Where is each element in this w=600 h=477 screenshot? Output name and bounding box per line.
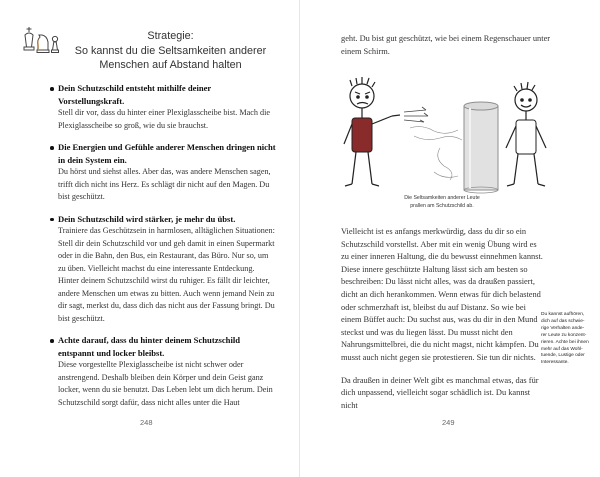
- page-number: 248: [140, 418, 153, 427]
- heading-line: So kannst du die Seltsamkeiten anderer: [74, 44, 267, 57]
- heading-line: Menschen auf Abstand halten: [99, 59, 242, 71]
- right-figure-shirt: [516, 120, 536, 154]
- caption-line: prallen am Schutzschild ab.: [410, 203, 474, 209]
- body-text: [341, 226, 546, 422]
- scribble-lines: [410, 127, 462, 180]
- strategy-heading: [68, 29, 273, 73]
- page-number: 249: [442, 418, 455, 427]
- bullet-body: Du hörst und siehst alles. Aber das, was andere Menschen sagen, trifft dich nicht ins Herz. Es schlägt dir nicht auf den Magen. Du bist geschützt.: [58, 167, 271, 201]
- bullet-title: Dein Schutzschild entsteht mithilfe deiner Vorstellungskraft.: [58, 83, 212, 106]
- margin-note-line: dich auf das schwie-: [541, 318, 585, 324]
- bullet-item: [58, 334, 276, 409]
- bullet-body: Diese vorgestellte Plexiglasscheibe ist nicht schwer oder anstrengend. Deshalb bleiben dein Körper und dein Geist ganz locker, wenn du sie benutzt. Das Leben lebt um dich herum. Dein Schutzschild sorgt dafür, dass nicht alles unter die Haut: [58, 360, 273, 407]
- caption-line: Die Seltsamkeiten anderer Leute: [404, 195, 480, 201]
- bullet-item: [58, 82, 276, 132]
- bullet-body: Stell dir vor, dass du hinter einer Plexiglasscheibe bist. Mach die Plexiglasscheibe so groß, wie du sie brauchst.: [58, 108, 271, 130]
- paragraph: Da draußen in deiner Welt gibt es manchmal etwas, das für dich unpassend, vielleicht sogar schädlich ist. Du kannst nicht: [341, 375, 539, 410]
- margin-note-line: rer Leute zu konzent-: [541, 332, 587, 338]
- bullet-item: [58, 141, 276, 204]
- continued-text: geht. Du bist gut geschützt, wie bei einem Regenschauer unter einem Schirm.: [341, 34, 551, 56]
- margin-note-line: Interessante.: [541, 360, 569, 366]
- illustration-caption: [392, 194, 492, 210]
- bullet-title: Dein Schutzschild wird stärker, je mehr du übst.: [58, 213, 236, 224]
- margin-note-line: rige Verhalten ande-: [541, 325, 585, 331]
- bullet-body: Trainiere das Geschützsein in harmlosen, alltäglichen Situationen: Stell dir dein Schutzschild vor und geh damit in einen Supermarkt oder in die Bahn, den Bus, ein Restaurant, das Büro. Nur so, um zu üben. Vielleicht machst du eine interessante Entdeckung. Hinter deinem Schutzschild wirst du ruhiger. Es fällt dir leichter, andere Menschen um etwas zu bitten. Auch wenn jemand Nein zu dir sagt, merkst du, dass dich das nicht aus der Fassung bringt. Du bist geschützt.: [58, 226, 275, 323]
- margin-note: [541, 312, 599, 367]
- margin-note-line: rieren. Achte bei ihnen: [541, 339, 589, 345]
- bullet-item: [58, 213, 276, 326]
- heading-line: Strategie:: [147, 30, 194, 42]
- left-figure-shirt: [352, 118, 372, 152]
- arrow-strokes: [404, 107, 428, 122]
- margin-note-line: Du kannst aufhören,: [541, 312, 585, 317]
- shield-illustration: [330, 76, 558, 194]
- bullet-title: Die Energien und Gefühle anderer Menschen dringen nicht in dein System ein.: [58, 142, 276, 165]
- chess-pieces-icon: [22, 26, 60, 54]
- paragraph: Vielleicht ist es anfangs merkwürdig, dass du dir so ein Schutzschild vorstellst. Aber mit ein wenig Übung wird es zu einer inneren Haltung, die du bewusst einnehmen kannst. Diese innere geschützte Haltung lässt sich am besten so beschreiben: Du lässt nicht alles, was da draußen passiert, dicht an dich herankommen. Wenn etwas für dich belastend oder schmerzhaft ist, bleibst du auf Distanz. So wie bei einem Büffet auch: Du suchst aus, was du dir in den Mund steckst und was du liegen lässt. Du musst nicht den Nahrungsmittelbrei, die du nicht magst, nicht kämpfen. Du musst auch nicht gegen sie protestieren. Sie tun dir nichts.: [341, 227, 543, 362]
- bullet-title: Achte darauf, dass du hinter deinem Schutzschild entspannt und locker bleibst.: [58, 335, 241, 358]
- margin-note-line: mehr auf das Wohl-: [541, 346, 583, 352]
- margin-note-line: tuende, Lustige oder: [541, 353, 585, 359]
- strategy-bullet-list: [58, 82, 276, 418]
